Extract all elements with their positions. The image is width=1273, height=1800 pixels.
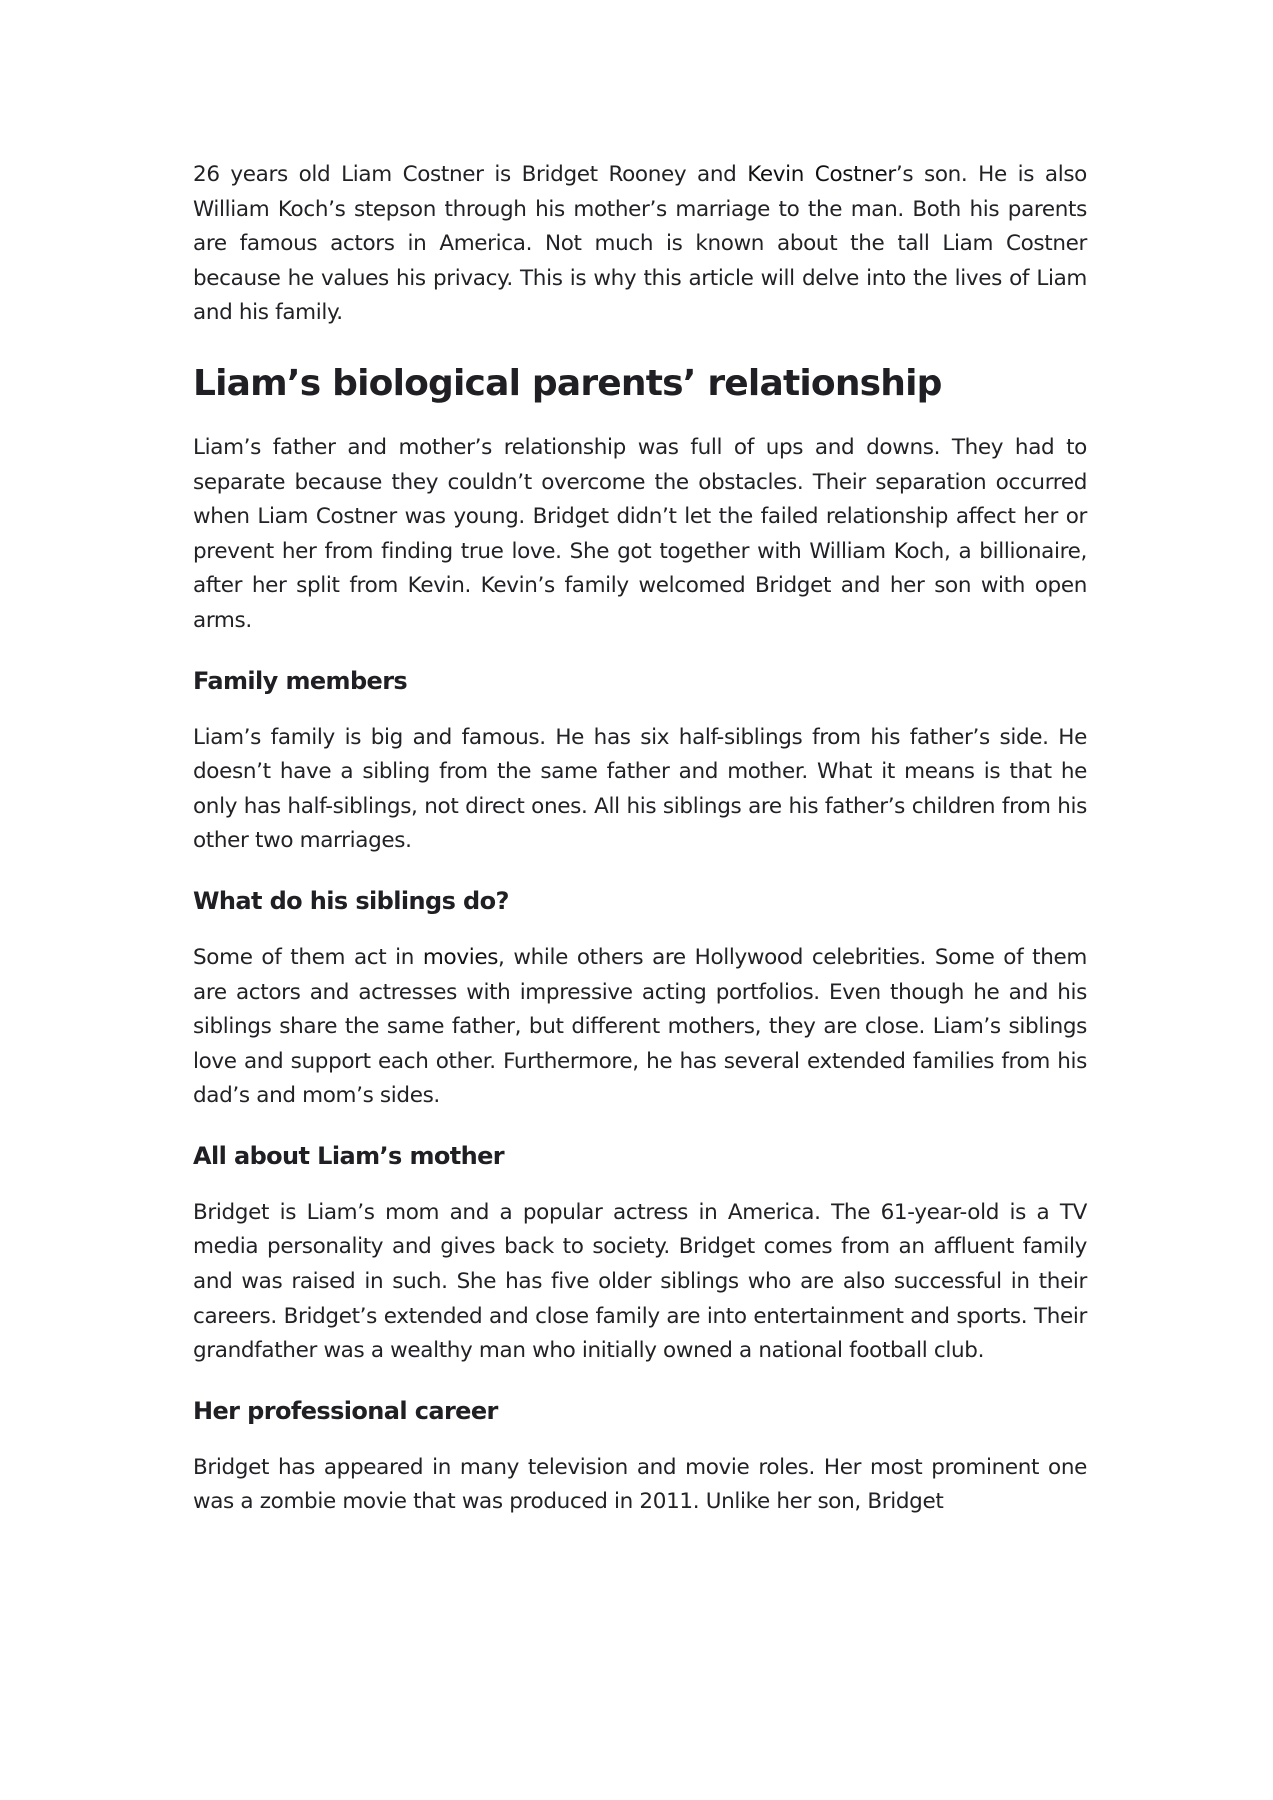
sub-heading-mother: All about Liam’s mother bbox=[193, 1141, 505, 1170]
siblings-text-before-link: Some of them act in bbox=[193, 944, 423, 970]
intro-paragraph bbox=[193, 158, 1087, 331]
siblings-text-after-link: , while others are Hollywood celebrities. Some of them are actors and actresses with impressive acting portfolios. Even though he and his siblings share the same father, but different mothers, they are close. Liam’s siblings love and support each other. Furthermore, he has several extended families from his dad’s and mom’s sides. bbox=[193, 944, 1087, 1109]
intro-text-before-link: 26 years old Liam Costner is Bridget Rooney and bbox=[193, 162, 748, 187]
sub-heading-family-members: Family members bbox=[193, 666, 408, 695]
sub-heading-career: Her professional career bbox=[193, 1396, 498, 1425]
intro-text-after-link: ’s son. He is also William Koch’s stepson through his mother’s marriage to the man. Both his parents are famous actors in America. Not much is known about the tall Liam Costner because he values his privacy. This is why this article will delve into the lives of Liam and his family. bbox=[193, 162, 1087, 326]
movies-link[interactable]: movies bbox=[422, 944, 499, 970]
document-page bbox=[193, 158, 1087, 1520]
paragraph-career: Bridget has appeared in many television and movie roles. Her most prominent one was a zombie movie that was produced in 2011. Unlike her son, Bridget bbox=[193, 1454, 1087, 1515]
kevin-costner-link[interactable]: Kevin Costner bbox=[747, 162, 896, 187]
section-heading-parents-relationship: Liam’s biological parents’ relationship bbox=[193, 362, 942, 404]
paragraph-family-members: Liam’s family is big and famous. He has six half-siblings from his father’s side. He doesn’t have a sibling from the same father and mother. What it means is that he only has half-siblings, not direct ones. All his siblings are his father’s children from his other two marriages. bbox=[193, 724, 1087, 854]
paragraph-mother: Bridget is Liam’s mom and a popular actress in America. The 61-year-old is a TV media personality and gives back to society. Bridget comes from an affluent family and was raised in such. She has five older siblings who are also successful in their careers. Bridget’s extended and close family are into entertainment and sports. Their grandfather was a wealthy man who initially owned a national football club. bbox=[193, 1199, 1087, 1364]
sub-heading-siblings: What do his siblings do? bbox=[193, 886, 509, 915]
paragraph-parents-relationship: Liam’s father and mother’s relationship was full of ups and downs. They had to separate because they couldn’t overcome the obstacles. Their separation occurred when Liam Costner was young. Bridget didn’t let the failed relationship affect her or prevent her from finding true love. She got together with William Koch, a billionaire, after her split from Kevin. Kevin’s family welcomed Bridget and her son with open arms. bbox=[193, 434, 1087, 633]
paragraph-siblings bbox=[193, 941, 1087, 1114]
